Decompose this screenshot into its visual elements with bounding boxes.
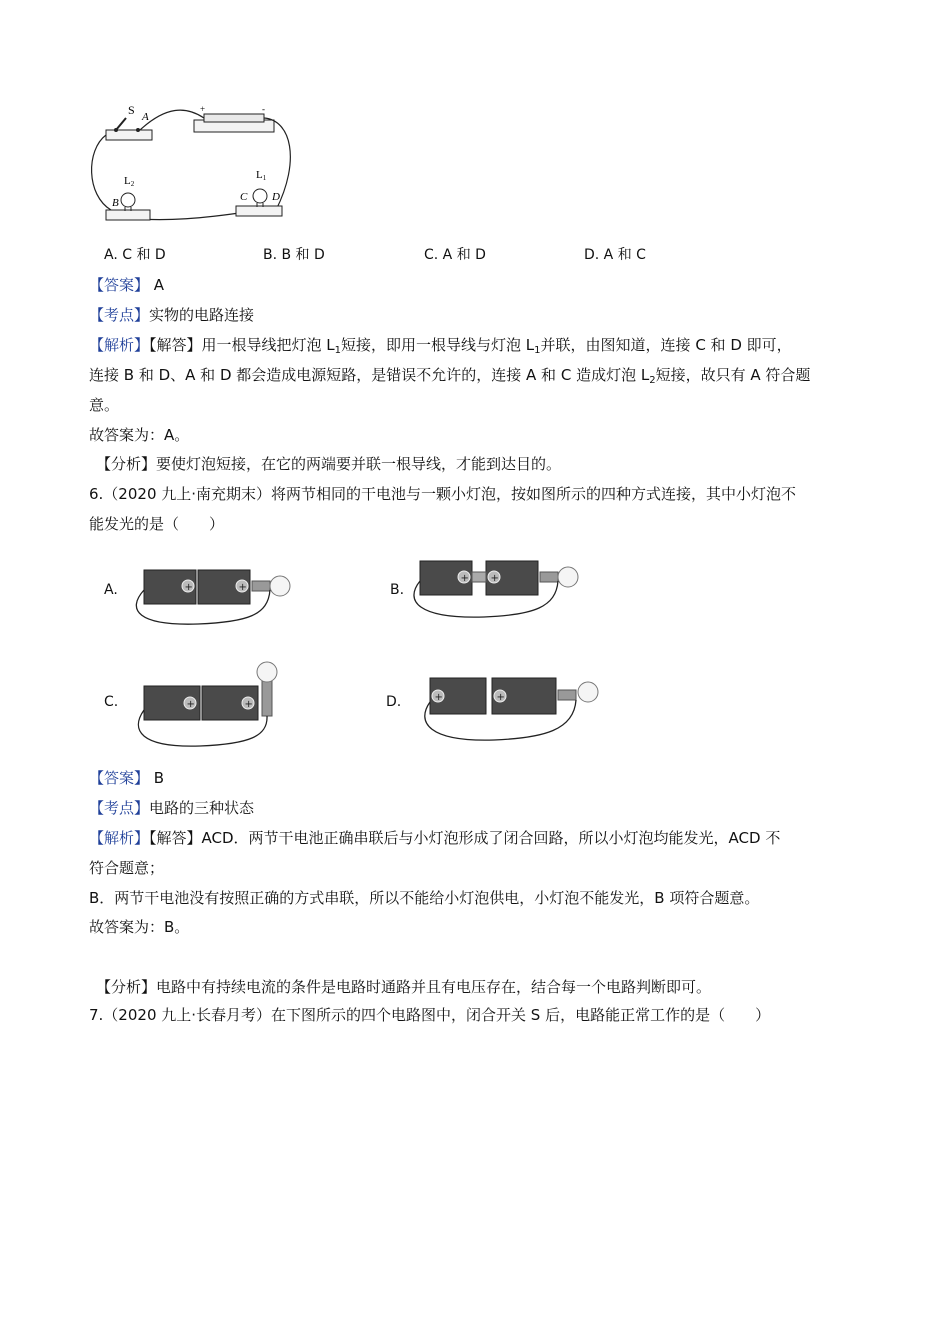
q6-figure-label-d: D. [386, 694, 402, 710]
q5-analysis-line3: 意。 [89, 396, 120, 414]
terminal-b-label: B [112, 197, 119, 209]
q5-topic: 【考点】实物的电路连接 [89, 306, 255, 324]
battery-plus-label: + [200, 104, 206, 114]
q5-analysis-line2: 连接 B 和 D、A 和 D 都会造成电源短路，是错误不允许的，连接 A 和 C 造成灯泡 $L_2$短接，故只有 A 符合题 [89, 366, 811, 386]
l2-label: L2 [124, 175, 135, 188]
q5-answer: 【答案】 A [89, 276, 165, 294]
battery-minus-label: - [262, 104, 265, 114]
battery-plus-1: + [460, 573, 469, 584]
q5-analysis-line1: 【解析】【解答】用一根导线把灯泡 $L_1$短接，即用一根导线与灯泡 $L_1$并联，由图知道，连接 C 和 D 即可， [89, 336, 792, 356]
battery-plus-2: + [496, 692, 505, 703]
q6-figure-c [130, 660, 310, 752]
terminal-d-label: D [272, 191, 280, 203]
q6-stem-line1: 6.（2020 九上·南充期末）将两节相同的干电池与一颗小灯泡，按如图所示的四种方式连接，其中小灯泡不 [89, 485, 797, 503]
q5-option-b: B. B 和 D [263, 247, 325, 263]
q6-topic: 【考点】电路的三种状态 [89, 799, 255, 817]
q6-analysis-note: 【分析】电路中有持续电流的条件是电路时通路并且有电压存在，结合每一个电路判断即可。 [96, 978, 712, 996]
q7-stem: 7.（2020 九上·长春月考）在下图所示的四个电路图中，闭合开关 S 后，电路能正常工作的是（ ） [89, 1006, 771, 1024]
q6-figure-label-c: C. [104, 694, 119, 710]
battery-plus-2: + [490, 573, 499, 584]
q5-option-c: C. A 和 D [424, 247, 486, 263]
q6-figure-a [128, 560, 308, 632]
q5-circuit-figure [86, 100, 306, 230]
q6-figure-label-b: B. [390, 582, 405, 598]
q5-option-a: A. C 和 D [104, 247, 166, 263]
q6-figure-b [404, 555, 594, 627]
switch-label: S [128, 103, 135, 117]
q5-option-d: D. A 和 C [584, 247, 646, 263]
q6-stem-line2: 能发光的是（ ） [89, 515, 225, 533]
q6-figure-label-a: A. [104, 582, 118, 598]
q6-analysis-line3: B．两节干电池没有按照正确的方式串联，所以不能给小灯泡供电，小灯泡不能发光，B 项符合题意。 [89, 889, 760, 907]
q6-analysis-line1: 【解析】【解答】ACD．两节干电池正确串联后与小灯泡形成了闭合回路，所以小灯泡均能发光，ACD 不 [89, 829, 781, 847]
q6-answer: 【答案】 B [89, 769, 165, 787]
battery-plus-1: + [434, 692, 443, 703]
l1-label: L1 [256, 169, 267, 182]
q6-figure-d [414, 662, 614, 748]
terminal-c-label: C [240, 191, 248, 203]
battery-plus-2: + [238, 582, 247, 593]
q5-conclusion: 故答案为：A。 [89, 426, 190, 444]
terminal-a-label: A [142, 111, 149, 123]
battery-plus-1: + [184, 582, 193, 593]
q6-analysis-line2: 符合题意； [89, 859, 165, 877]
q6-conclusion: 故答案为：B。 [89, 918, 190, 936]
battery-plus-1: + [186, 699, 195, 710]
q5-analysis-note: 【分析】要使灯泡短接，在它的两端要并联一根导线，才能到达目的。 [96, 455, 562, 473]
battery-plus-2: + [244, 699, 253, 710]
